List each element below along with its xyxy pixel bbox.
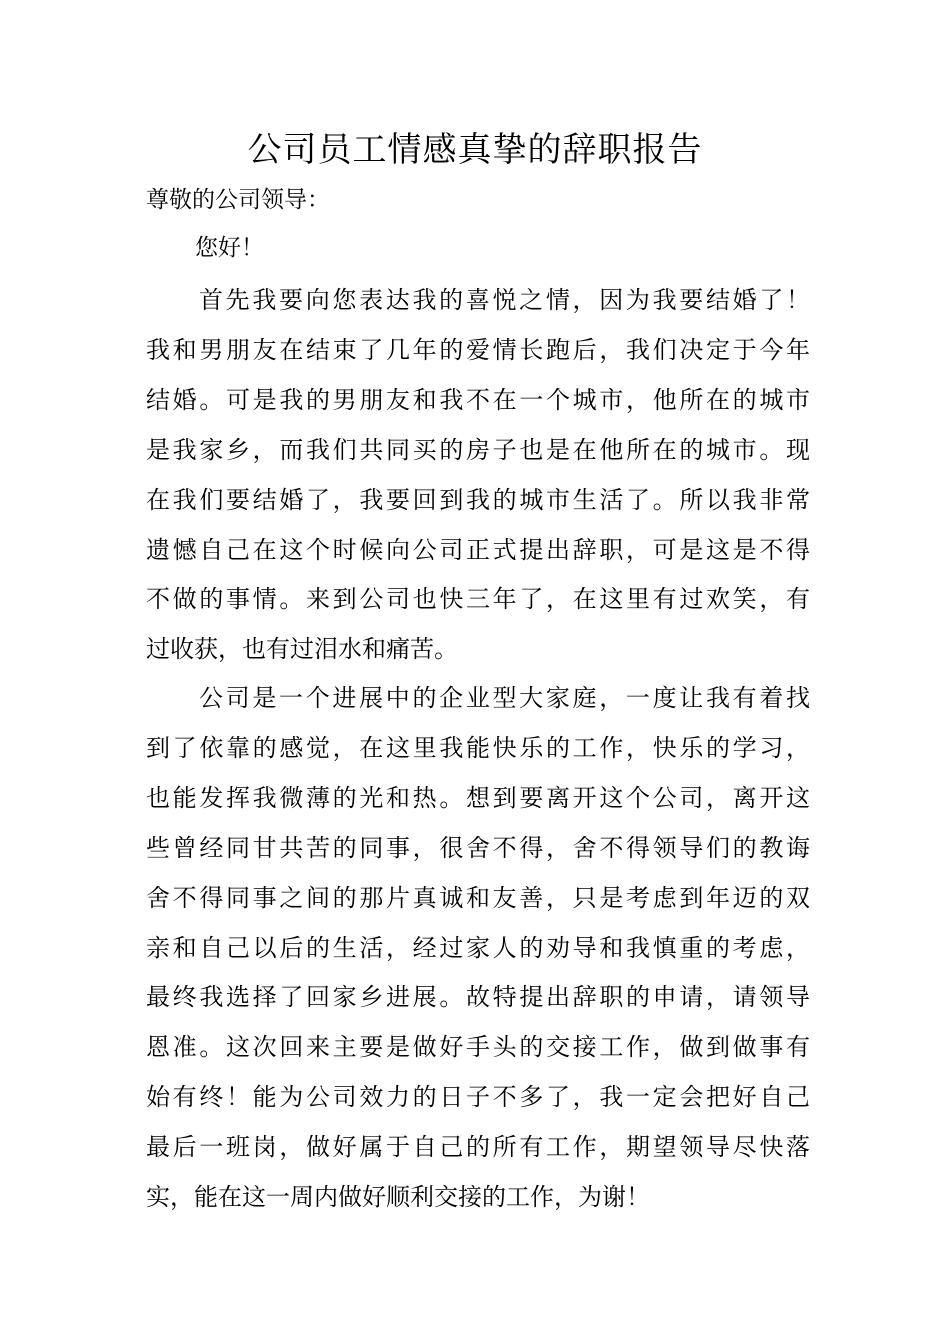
paragraph-line: 始有终！能为公司效力的日子不多了，我一定会把好自己 <box>146 1083 810 1112</box>
greeting: 您好！ <box>195 235 264 261</box>
paragraph-line: 些曾经同甘共苦的同事，很舍不得，舍不得领导们的教诲 <box>146 833 810 862</box>
paragraph-line: 不做的事情。来到公司也快三年了，在这里有过欢笑，有 <box>146 585 810 614</box>
paragraph-line: 首先我要向您表达我的喜悦之情，因为我要结婚了！ <box>199 286 810 314</box>
paragraph-line: 恩准。这次回来主要是做好手头的交接工作，做到做事有 <box>146 1033 810 1062</box>
paragraph-1 <box>146 276 810 675</box>
paragraph-line: 我和男朋友在结束了几年的爱情长跑后，我们决定于今年 <box>146 335 810 364</box>
paragraph-line: 到了依靠的感觉，在这里我能快乐的工作，快乐的学习， <box>146 733 810 762</box>
paragraph-line: 舍不得同事之间的那片真诚和友善，只是考虑到年迈的双 <box>146 883 810 912</box>
paragraph-line: 结婚。可是我的男朋友和我不在一个城市，他所在的城市 <box>146 385 810 414</box>
document-title: 公司员工情感真挚的辞职报告 <box>247 130 703 170</box>
paragraph-line: 实，能在这一周内做好顺利交接的工作，为谢！ <box>146 1183 650 1212</box>
paragraph-line: 公司是一个进展中的企业型大家庭，一度让我有着找 <box>199 684 810 712</box>
paragraph-line: 最后一班岗，做好属于自己的所有工作，期望领导尽快落 <box>146 1133 810 1162</box>
paragraph-line: 最终我选择了回家乡进展。故特提出辞职的申请，请领导 <box>146 983 810 1012</box>
paragraph-line: 是我家乡，而我们共同买的房子也是在他所在的城市。现 <box>146 435 810 464</box>
paragraph-line: 在我们要结婚了，我要回到我的城市生活了。所以我非常 <box>146 485 810 514</box>
paragraph-line: 也能发挥我微薄的光和热。想到要离开这个公司，离开这 <box>146 783 810 812</box>
paragraph-line: 过收获，也有过泪水和痛苦。 <box>146 635 458 664</box>
paragraph-2 <box>146 674 810 1223</box>
paragraph-line: 亲和自己以后的生活，经过家人的劝导和我慎重的考虑， <box>146 933 810 962</box>
salutation: 尊敬的公司领导： <box>146 187 330 213</box>
paragraph-line: 遗憾自己在这个时候向公司正式提出辞职，可是这是不得 <box>146 535 810 564</box>
